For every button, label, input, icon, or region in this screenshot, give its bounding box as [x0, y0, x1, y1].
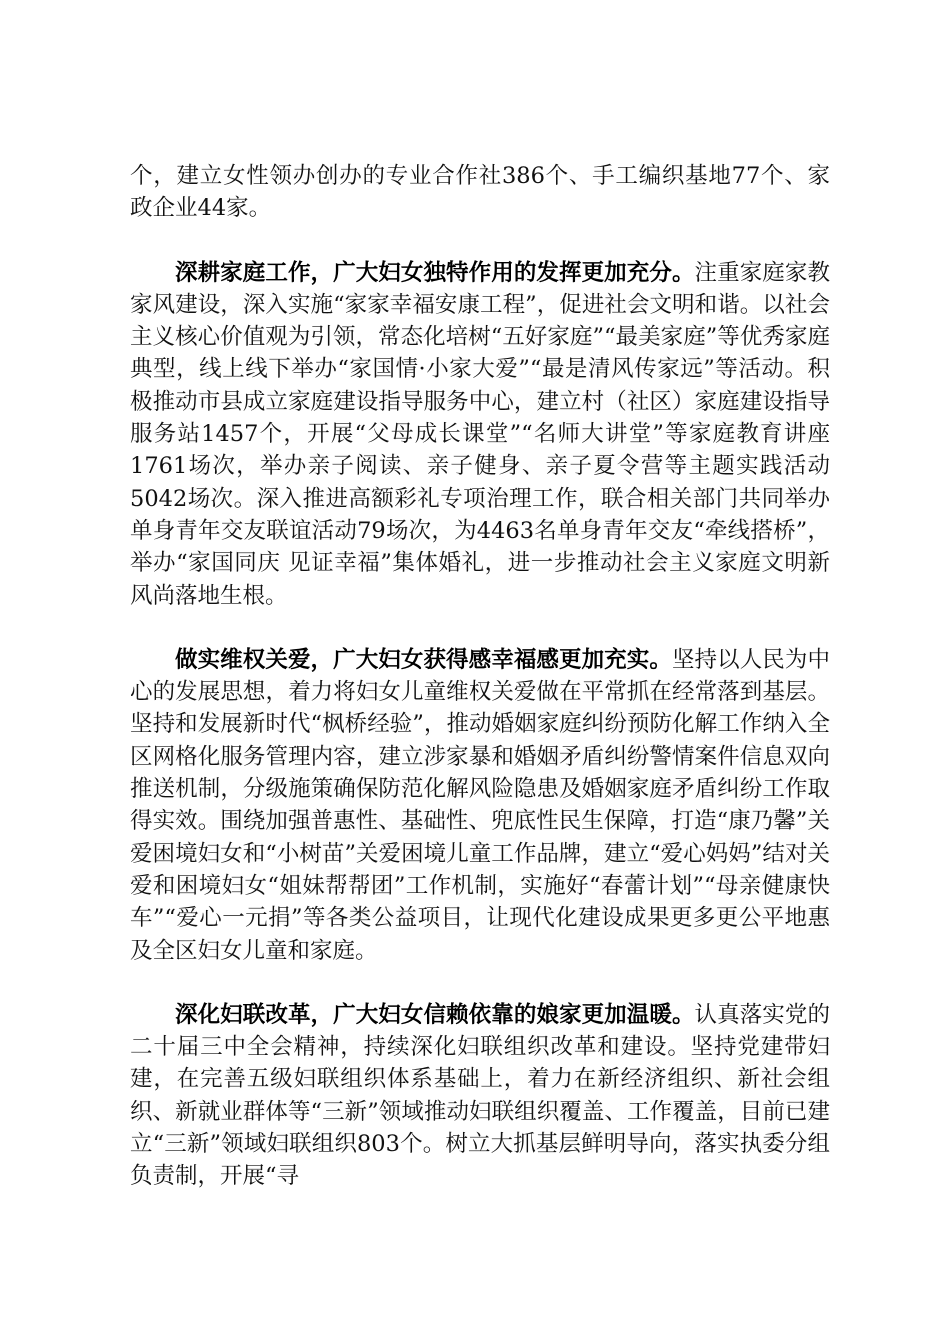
document-body [130, 160, 830, 1225]
paragraph-lead-heading: 做实维权关爱，广大妇女获得感幸福感更加充实。 [175, 646, 672, 673]
paragraph-lead-heading: 深耕家庭工作，广大妇女独特作用的发挥更加充分。 [175, 259, 695, 286]
paragraph-family-work [130, 257, 830, 612]
paragraph-body: 注重家庭家教家风建设，深入实施“家家幸福安康工程”，促进社会文明和谐。以社会主义核心价值观为引领，常态化培树“五好家庭”“最美家庭”等优秀家庭典型，线上线下举办“家国情·小家大爱”“最是清风传家远”等活动。积极推动市县成立家庭建设指导服务中心，建立村（社区）家庭建设指导服务站1457个，开展“父母成长课堂”“名师大讲堂”等家庭教育讲座1761场次，举办亲子阅读、亲子健身、亲子夏令营等主题实践活动5042场次。深入推进高额彩礼专项治理工作，联合相关部门共同举办单身青年交友联谊活动79场次，为4463名单身青年交友“牵线搭桥”，举办“家国同庆 见证幸福”集体婚礼，进一步推动社会主义家庭文明新风尚落地生根。 [130, 259, 830, 609]
paragraph-body: 个，建立女性领办创办的专业合作社386个、手工编织基地77个、家政企业44家。 [130, 163, 830, 222]
paragraph-body: 坚持以人民为中心的发展思想，着力将妇女儿童维权关爱做在平常抓在经常落到基层。坚持和发展新时代“枫桥经验”，推动婚姻家庭纠纷预防化解工作纳入全区网格化服务管理内容，建立涉家暴和婚姻矛盾纠纷警情案件信息双向推送机制，分级施策确保防范化解风险隐患及婚姻家庭矛盾纠纷工作取得实效。围绕加强普惠性、基础性、兜底性民生保障，打造“康乃馨”关爱困境妇女和“小树苗”关爱困境儿童工作品牌，建立“爱心妈妈”结对关爱和困境妇女“姐妹帮帮团”工作机制，实施好“春蕾计划”“母亲健康快车”“爱心一元捐”等各类公益项目，让现代化建设成果更多更公平地惠及全区妇女儿童和家庭。 [130, 646, 830, 964]
paragraph-reform [130, 999, 830, 1193]
paragraph-lead-heading: 深化妇联改革，广大妇女信赖依靠的娘家更加温暖。 [175, 1001, 695, 1028]
paragraph-rights-care [130, 644, 830, 967]
paragraph-body: 认真落实党的二十届三中全会精神，持续深化妇联组织改革和建设。坚持党建带妇建，在完善五级妇联组织体系基础上，着力在新经济组织、新社会组织、新就业群体等“三新”领域推动妇联组织覆盖、工作覆盖，目前已建立“三新”领域妇联组织803个。树立大抓基层鲜明导向，落实执委分组负责制，开展“寻 [130, 1001, 830, 1190]
paragraph-continuation [130, 160, 830, 225]
